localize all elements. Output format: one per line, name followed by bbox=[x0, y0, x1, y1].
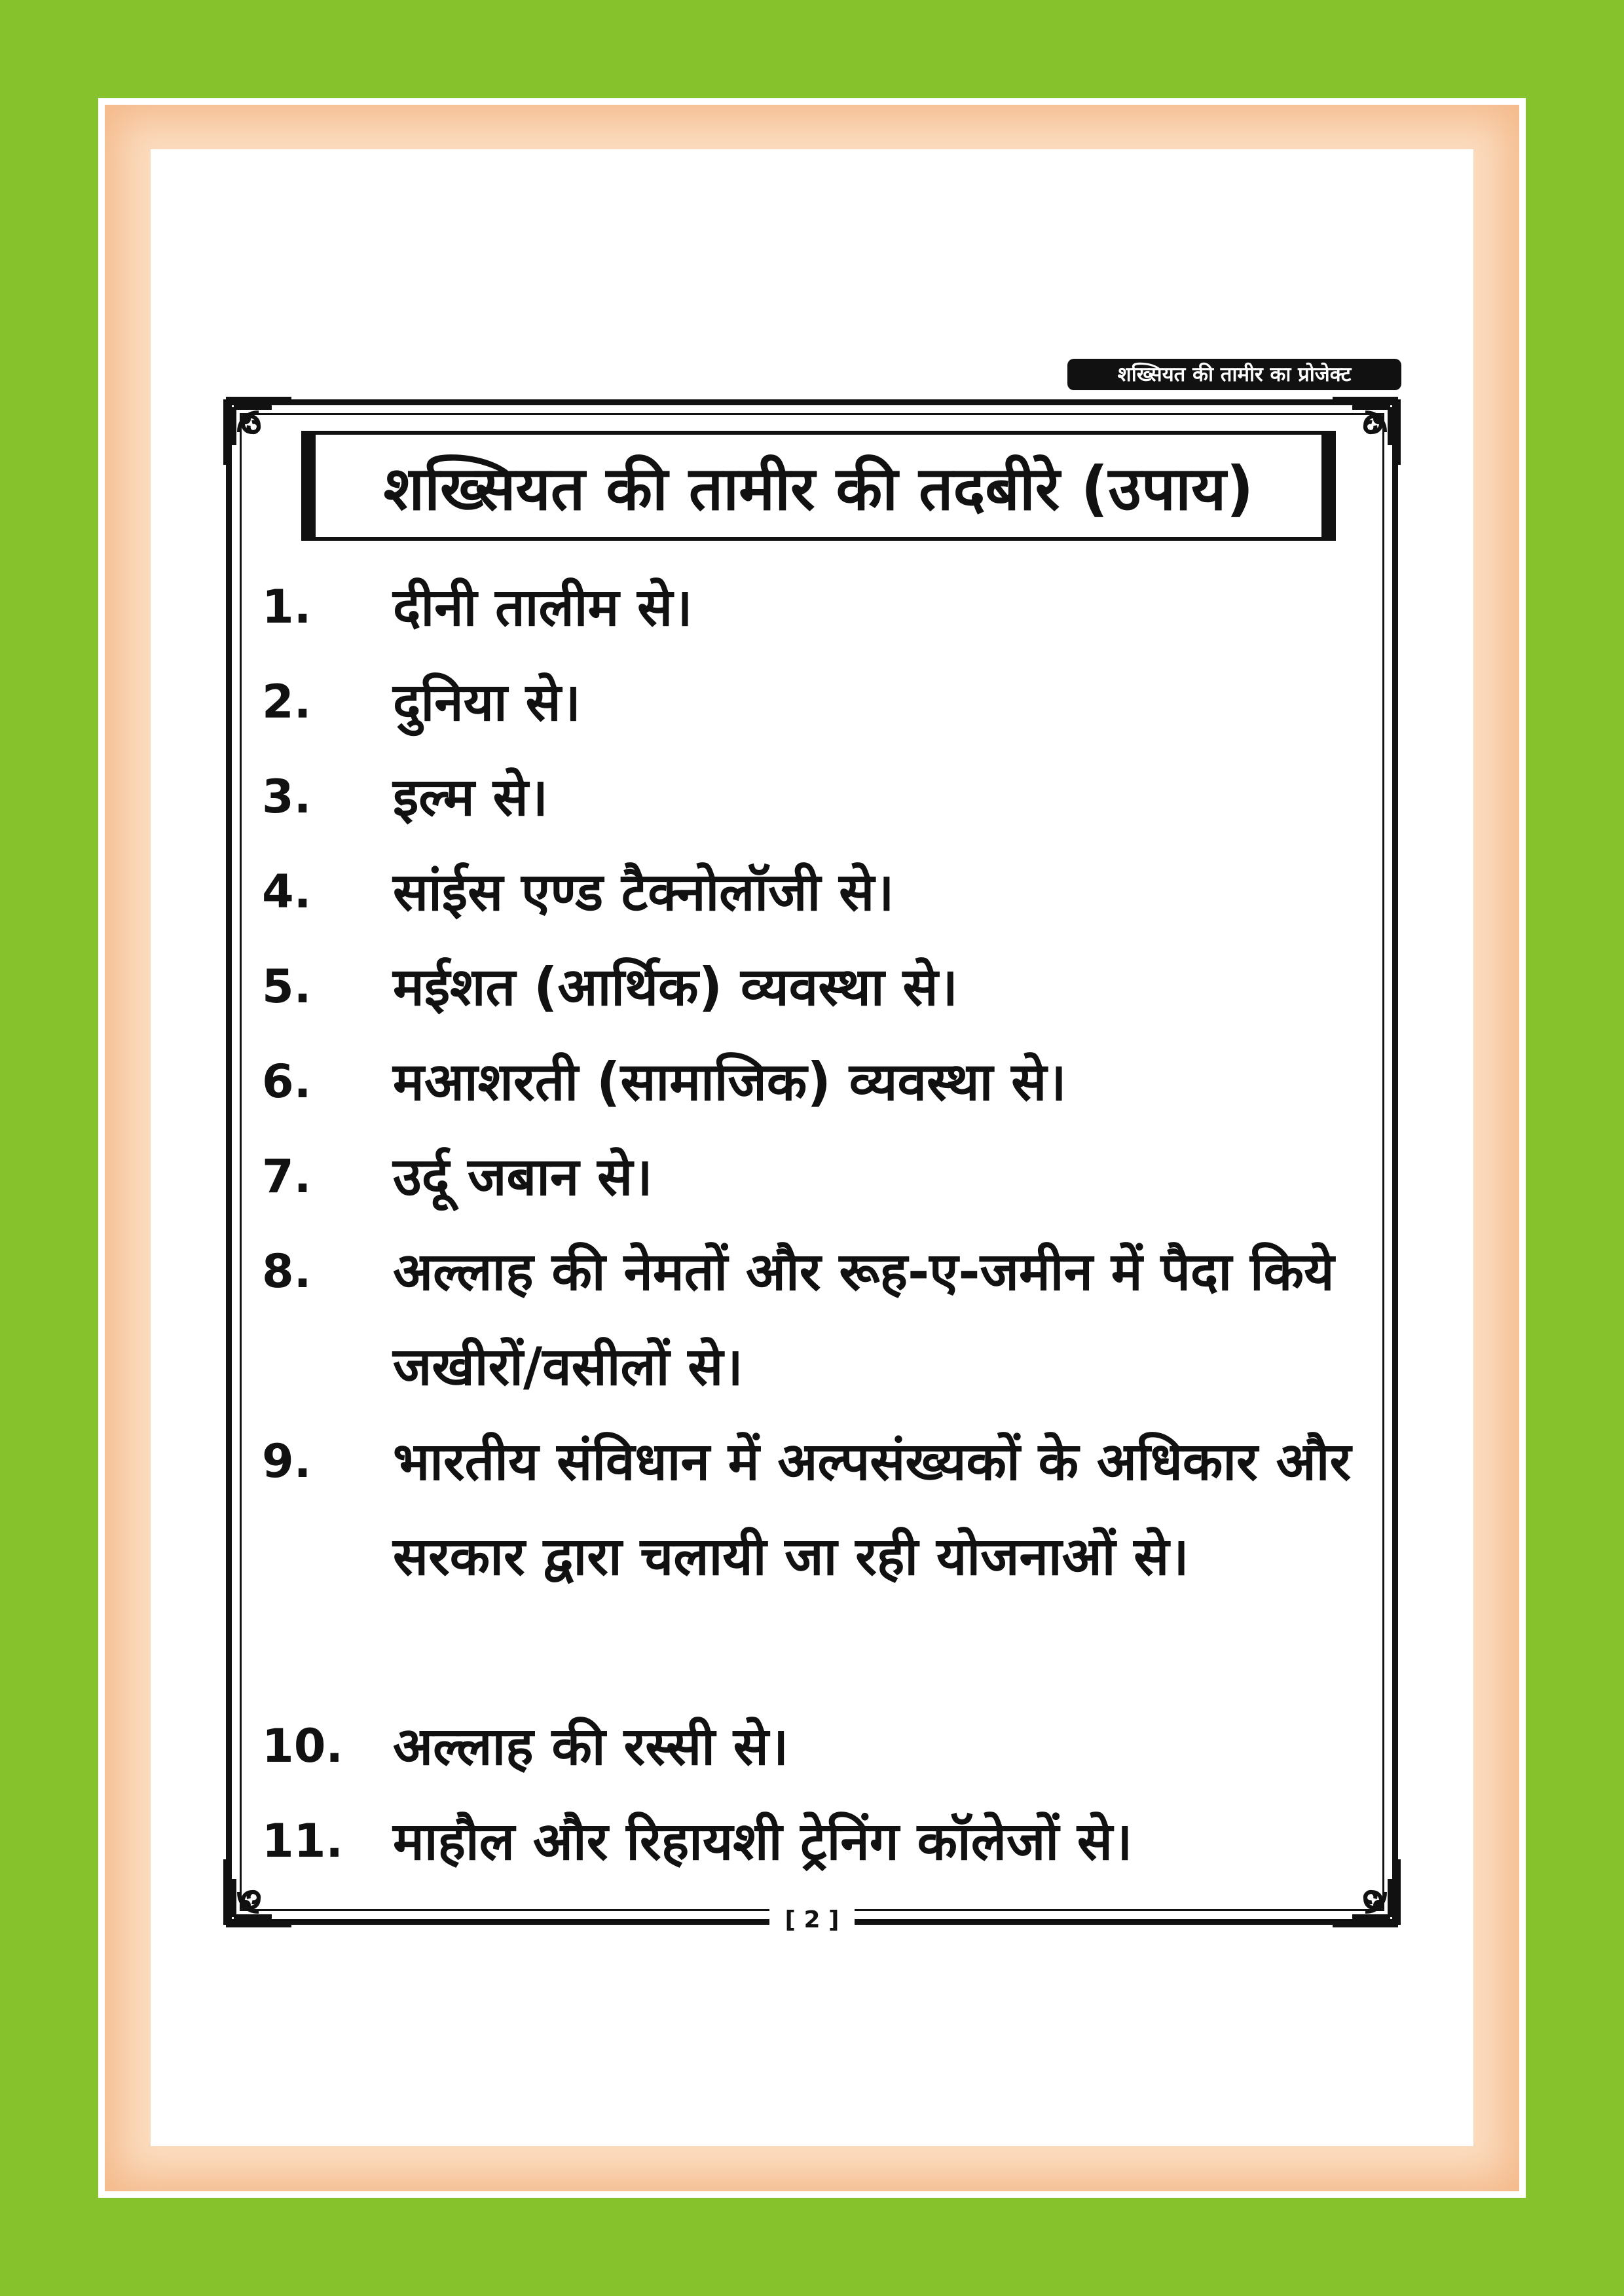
item-number: 9. bbox=[262, 1434, 312, 1488]
item-number: 2. bbox=[262, 675, 312, 729]
item-text: मईशत (आर्थिक) व्यवस्था से। bbox=[393, 957, 958, 1017]
item-text: अल्लाह की नेमतों और रूह-ए-जमीन में पैदा किये जखीरों/वसीलों से। bbox=[393, 1241, 1335, 1397]
item-text: अल्लाह की रस्सी से। bbox=[393, 1716, 789, 1777]
item-text: भारतीय संविधान में अल्पसंख्यकों के अधिकार और सरकार द्वारा चलायी जा रही योजनाओं से। bbox=[393, 1431, 1352, 1587]
item-number: 5. bbox=[262, 960, 312, 1013]
list-item bbox=[262, 1414, 1375, 1699]
running-head: शख्सियत की तामीर का प्रोजेक्ट bbox=[1067, 359, 1401, 390]
item-number: 1. bbox=[262, 580, 312, 634]
list-item bbox=[262, 1034, 1375, 1129]
item-text: उर्दू जबान से। bbox=[393, 1146, 653, 1207]
list-item bbox=[262, 939, 1375, 1034]
page-number: [ 2 ] bbox=[769, 1904, 855, 1937]
list-item bbox=[262, 1794, 1375, 1889]
list-item bbox=[262, 1699, 1375, 1794]
item-text: दीनी तालीम से। bbox=[393, 577, 693, 638]
item-text: इल्म से। bbox=[393, 767, 548, 828]
item-number: 4. bbox=[262, 865, 312, 919]
list-item bbox=[262, 1129, 1375, 1224]
item-number: 6. bbox=[262, 1055, 312, 1108]
list-item bbox=[262, 560, 1375, 655]
item-number: 3. bbox=[262, 770, 312, 824]
corner-ornament-icon bbox=[219, 393, 298, 471]
item-text: दुनिया से। bbox=[393, 672, 581, 733]
item-number: 7. bbox=[262, 1150, 312, 1203]
item-number: 8. bbox=[262, 1245, 312, 1298]
title-box bbox=[301, 431, 1336, 541]
item-number: 11. bbox=[262, 1814, 344, 1868]
item-number: 10. bbox=[262, 1719, 344, 1773]
list-item bbox=[262, 1224, 1375, 1414]
item-text: माहौल और रिहायशी ट्रेनिंग कॉलेजों से। bbox=[393, 1811, 1133, 1872]
corner-ornament-icon bbox=[1326, 393, 1405, 471]
item-text: मआशरती (सामाजिक) व्यवस्था से। bbox=[393, 1051, 1067, 1112]
item-text: सांईस एण्ड टैक्नोलॉजी से। bbox=[393, 862, 895, 922]
list-item bbox=[262, 655, 1375, 750]
list-item bbox=[262, 750, 1375, 845]
list-item bbox=[262, 845, 1375, 939]
page-title: शख्सियत की तामीर की तदबीरे (उपाय) bbox=[316, 435, 1321, 537]
measures-list bbox=[262, 560, 1375, 1889]
